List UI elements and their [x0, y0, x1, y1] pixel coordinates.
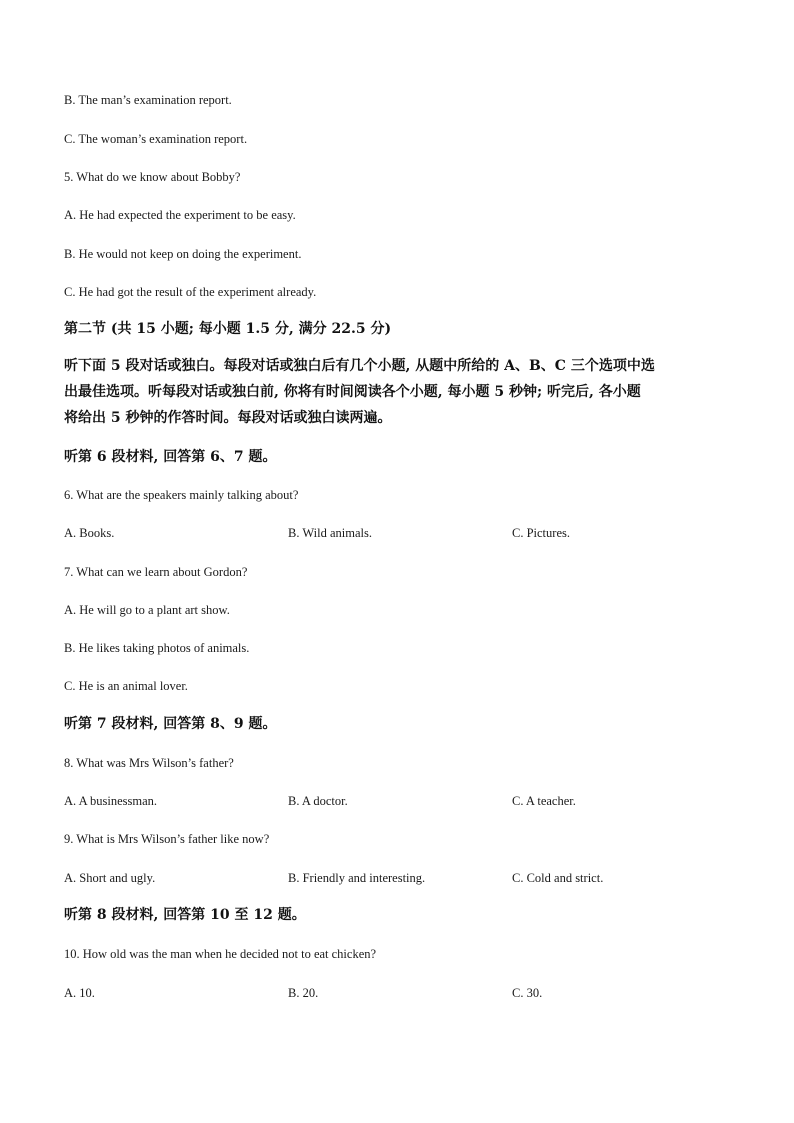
question-7: 7. What can we learn about Gordon? — [64, 565, 248, 579]
option-9c: C. Cold and strict. — [512, 871, 604, 885]
option-4c: C. The woman’s examination report. — [64, 132, 248, 146]
option-6b: B. Wild animals. — [288, 526, 372, 540]
option-5b: B. He would not keep on doing the experiment. — [64, 247, 302, 261]
option-9b: B. Friendly and interesting. — [288, 871, 426, 885]
option-4b: B. The man’s examination report. — [64, 93, 232, 107]
question-5: 5. What do we know about Bobby? — [64, 170, 241, 184]
instruction-line-3: 将给出 5 秒钟的作答时间。每段对话或独白读两遍。 — [64, 410, 392, 426]
passage-7-heading: 听第 7 段材料, 回答第 8、9 题。 — [64, 716, 277, 732]
option-7c: C. He is an animal lover. — [64, 679, 188, 693]
section-heading: 第二节 (共 15 小题; 每小题 1.5 分, 满分 22.5 分) — [64, 321, 392, 337]
option-8c: C. A teacher. — [512, 794, 576, 808]
option-5a: A. He had expected the experiment to be easy. — [64, 208, 296, 222]
passage-8-heading: 听第 8 段材料, 回答第 10 至 12 题。 — [64, 907, 306, 923]
passage-6-heading: 听第 6 段材料, 回答第 6、7 题。 — [64, 449, 277, 465]
instruction-line-1: 听下面 5 段对话或独白。每段对话或独白后有几个小题, 从题中所给的 A、B、C 三个选项中选 — [64, 358, 655, 374]
option-6a: A. Books. — [64, 526, 115, 540]
question-6: 6. What are the speakers mainly talking about? — [64, 488, 299, 502]
option-8b: B. A doctor. — [288, 794, 348, 808]
option-6c: C. Pictures. — [512, 526, 570, 540]
option-10b: B. 20. — [288, 986, 319, 1000]
question-8: 8. What was Mrs Wilson’s father? — [64, 756, 234, 770]
option-10a: A. 10. — [64, 986, 95, 1000]
question-9: 9. What is Mrs Wilson’s father like now? — [64, 832, 270, 846]
instruction-line-2: 出最佳选项。听每段对话或独白前, 你将有时间阅读各个小题, 每小题 5 秒钟; 听完后, 各小题 — [64, 384, 641, 400]
option-5c: C. He had got the result of the experiment already. — [64, 285, 317, 299]
option-10c: C. 30. — [512, 986, 543, 1000]
option-9a: A. Short and ugly. — [64, 871, 156, 885]
option-7b: B. He likes taking photos of animals. — [64, 641, 250, 655]
option-7a: A. He will go to a plant art show. — [64, 603, 230, 617]
question-10: 10. How old was the man when he decided not to eat chicken? — [64, 947, 377, 961]
option-8a: A. A businessman. — [64, 794, 158, 808]
